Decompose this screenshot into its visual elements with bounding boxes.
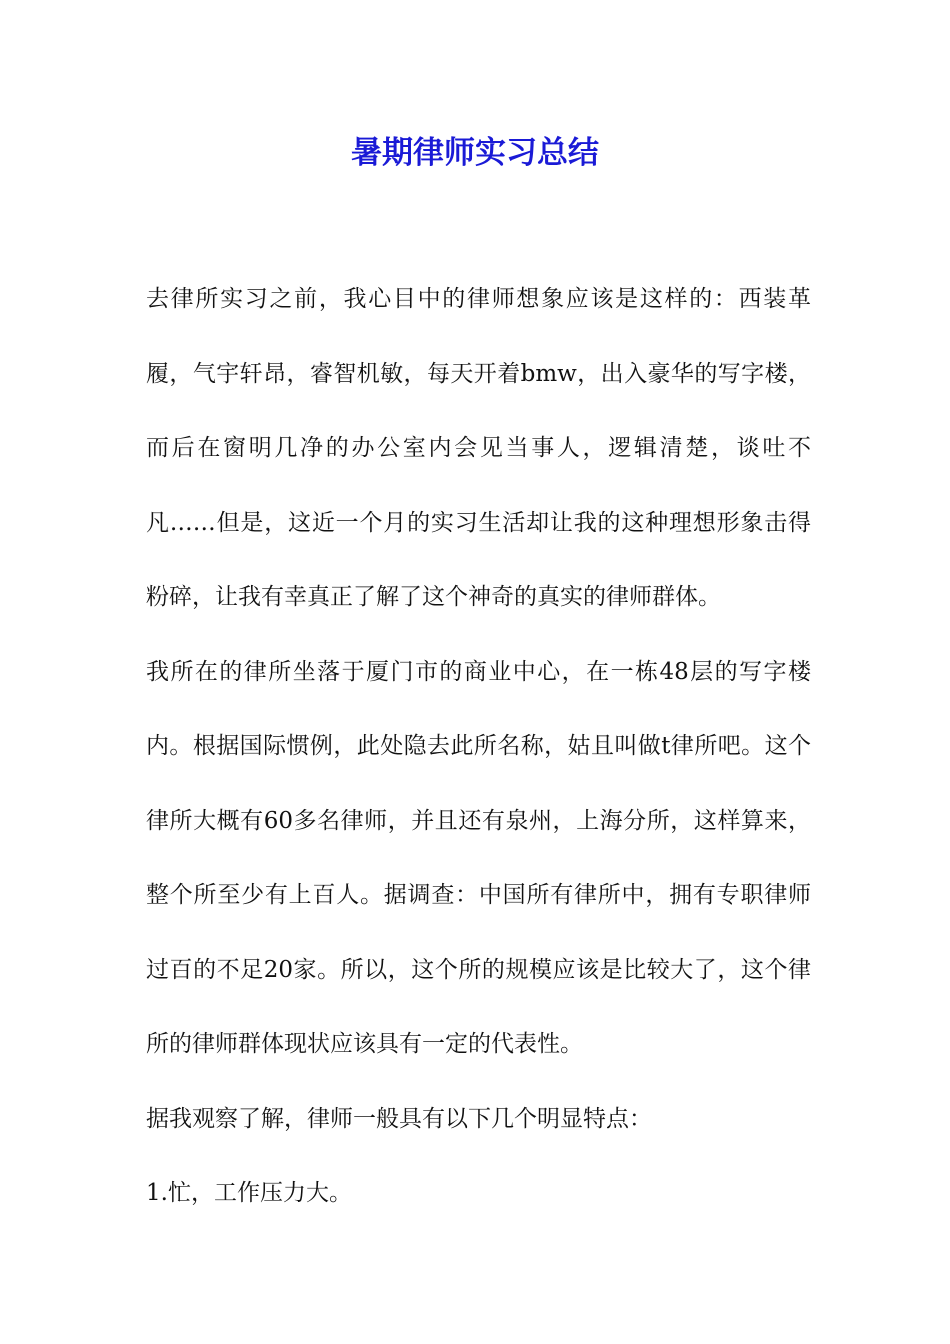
- paragraph-observation: 据我观察了解，律师一般具有以下几个明显特点：: [146, 1105, 652, 1132]
- paragraph-intro: 去律所实习之前，我心目中的律师想象应该是这样的：西装革履，气宇轩昂，睿智机敏，每天开着bmw，出入豪华的写字楼，而后在窗明几净的办公室内会见当事人，逻辑清楚，谈吐不凡……但是，这近一个月的实习生活却让我的这种理想形象击得粉碎，让我有幸真正了解了这个神奇的真实的律师群体。: [146, 286, 811, 610]
- paragraph-firm: 我所在的律所坐落于厦门市的商业中心，在一栋48层的写字楼内。根据国际惯例，此处隐去此所名称，姑且叫做t律所吧。这个律所大概有60多名律师，并且还有泉州，上海分所，这样算来，整个所至少有上百人。据调查：中国所有律所中，拥有专职律师过百的不足20家。所以，这个所的规模应该是比较大了，这个律所的律师群体现状应该具有一定的代表性。: [146, 658, 811, 1057]
- document-title: 暑期律师实习总结: [351, 135, 599, 171]
- document-body: [146, 262, 811, 1231]
- paragraph-point-1: 1.忙，工作压力大。: [146, 1180, 352, 1206]
